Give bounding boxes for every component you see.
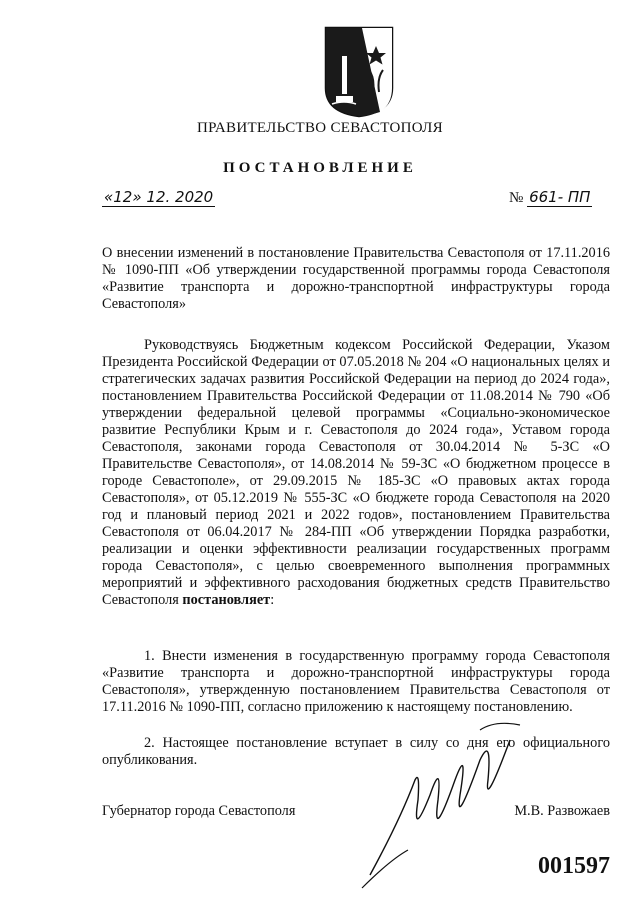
preamble-paragraph: Руководствуясь Бюджетным кодексом Российской Федерации, Указом Президента Российской Федерации от 07.05.2018 № 204 «О национальных целях и стратегических задачах развития Российской Федерации на период до 2024 года», постановлением Правительства Российской Федерации от 11.08.2014 № 790 «Об утверждении федеральной целевой программы «Социально-экономическое развитие Республики Крым и г. Севастополя до 2024 года», Уставом города Севастополя, законами города Севастополя от 30.04.2014 № 5-ЗС «О Правительстве Севастополя», от 14.08.2014 № 59-ЗС «О бюджетном процессе в городе Севастополе», от 29.09.2015 № 185-ЗС «О правовых актах города Севастополя», от 05.12.2019 № 555-ЗС «О бюджете города Севастополя на 2020 год и плановый период 2021 и 2022 годов», постановлением Правительства Севастополя от 06.04.2017 № 284-ПП «Об утверждении Порядка разработки, реализации и оценки эффективности реализации государственных программ города Севастополя», с целью своевременного выполнения программных мероприятий и эффективного расходования бюджетных средств Правительство Севастополя постановляет: <box>102 337 610 608</box>
document-type-title: ПОСТАНОВЛЕНИЕ <box>223 160 417 176</box>
document-date <box>102 188 215 207</box>
registration-number: 001597 <box>538 853 610 879</box>
decree-word: постановляет <box>182 592 271 608</box>
document-subject: О внесении изменений в постановление Правительства Севастополя от 17.11.2016 № 1090-ПП «Об утверждении государственной программы города Севастополя «Развитие транспорта и дорожно-транспортной инфраструктуры города Севастополя» <box>102 245 610 312</box>
handwritten-signature-icon <box>360 700 530 890</box>
clause-2: 2. Настоящее постановление вступает в силу со дня его официального опубликования. <box>102 735 610 768</box>
sevastopol-coat-of-arms-icon <box>322 26 396 118</box>
governor-title: Губернатор города Севастополя <box>102 803 296 819</box>
governor-name: М.В. Развожаев <box>514 803 610 819</box>
number-handwritten: 661- ПП <box>529 188 591 206</box>
document-number <box>509 188 592 207</box>
date-handwritten: «12» 12. 2020 <box>104 188 214 206</box>
government-name: ПРАВИТЕЛЬСТВО СЕВАСТОПОЛЯ <box>197 120 443 136</box>
number-prefix: № <box>509 190 524 206</box>
clause-1: 1. Внести изменения в государственную программу города Севастополя «Развитие транспорта и дорожно-транспортной инфраструктуры города Севастополя», утвержденную постановлением Правительства Севастополя от 17.11.2016 № 1090-ПП, согласно приложению к настоящему постановлению. <box>102 648 610 715</box>
